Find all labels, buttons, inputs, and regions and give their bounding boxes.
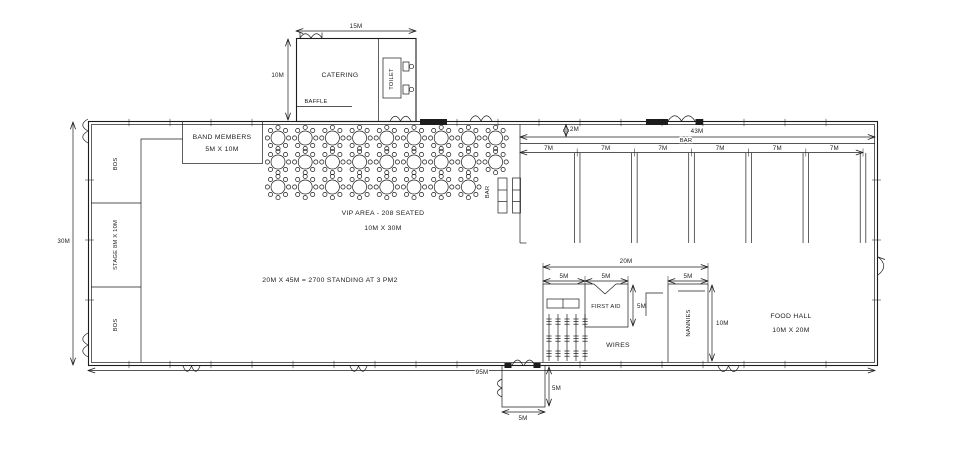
chair — [377, 192, 381, 196]
chair — [392, 143, 396, 147]
chair — [494, 149, 498, 153]
chair — [466, 196, 470, 200]
chair — [501, 128, 505, 132]
chair — [419, 128, 423, 132]
chair — [268, 167, 272, 171]
catering-label: CATERING — [321, 72, 359, 79]
chair — [404, 177, 408, 181]
vip-caption: VIP AREA - 208 SEATED — [341, 210, 425, 217]
entry-barrier — [646, 293, 663, 316]
chair — [459, 192, 463, 196]
chair — [504, 160, 508, 164]
catering-building — [297, 39, 417, 122]
vip-size: 10M X 30M — [364, 225, 402, 232]
chair — [419, 152, 423, 156]
chair — [439, 125, 443, 129]
chair — [377, 128, 381, 132]
hall-width-dim: 95M — [475, 369, 489, 376]
chair — [377, 167, 381, 171]
vip-table — [429, 125, 454, 150]
chair — [419, 177, 423, 181]
chair — [401, 136, 405, 140]
band-members-size: 5M X 10M — [205, 146, 239, 153]
chair — [429, 185, 433, 189]
vip-table — [265, 125, 290, 150]
chair — [477, 160, 481, 164]
chair — [401, 160, 405, 164]
chair — [377, 152, 381, 156]
chair — [447, 128, 451, 132]
bar-counter — [520, 125, 875, 244]
chair — [432, 143, 436, 147]
vip-table — [374, 149, 399, 174]
chair — [338, 152, 342, 156]
vip-table — [320, 149, 345, 174]
chair — [474, 177, 478, 181]
chair — [287, 160, 291, 164]
chair — [377, 177, 381, 181]
chair — [412, 149, 416, 153]
chair — [358, 196, 362, 200]
bar-segment-dim: 7M — [658, 145, 668, 152]
vip-table — [374, 125, 399, 150]
chair — [276, 149, 280, 153]
chair — [404, 143, 408, 147]
chair — [338, 167, 342, 171]
chair — [374, 185, 378, 189]
chair — [365, 128, 369, 132]
chair — [287, 185, 291, 189]
chair — [392, 128, 396, 132]
chair — [293, 160, 297, 164]
chair — [268, 143, 272, 147]
chair — [330, 196, 334, 200]
chair — [474, 152, 478, 156]
chair — [486, 152, 490, 156]
chair — [268, 152, 272, 156]
chair — [459, 177, 463, 181]
vip-table — [320, 174, 345, 199]
chair — [432, 177, 436, 181]
chair — [474, 143, 478, 147]
chair — [287, 136, 291, 140]
chair — [501, 143, 505, 147]
services-seg2-dim: 5M — [601, 273, 611, 280]
chair — [303, 125, 307, 129]
vip-table — [456, 149, 481, 174]
chair — [276, 196, 280, 200]
chair — [404, 167, 408, 171]
chair — [330, 149, 334, 153]
chair — [392, 177, 396, 181]
chair — [439, 149, 443, 153]
chair — [466, 149, 470, 153]
chair — [358, 149, 362, 153]
vip-table — [293, 149, 318, 174]
chair — [423, 136, 427, 140]
chair — [483, 160, 487, 164]
vip-bar-counter — [498, 178, 521, 213]
vip-table — [429, 174, 454, 199]
chair — [323, 192, 327, 196]
chair — [412, 196, 416, 200]
chair — [341, 160, 345, 164]
door-leaf-mark — [696, 119, 704, 125]
chair — [404, 192, 408, 196]
nannies-label: NANNIES — [686, 309, 692, 337]
chair — [504, 136, 508, 140]
chair — [494, 125, 498, 129]
band-members-room — [183, 122, 263, 164]
toilet-fixtures — [403, 62, 414, 94]
chair — [323, 167, 327, 171]
chair — [447, 152, 451, 156]
chair — [283, 143, 287, 147]
catering-top-door — [300, 33, 322, 39]
chair — [474, 192, 478, 196]
chair — [385, 125, 389, 129]
backstage-boundary — [141, 139, 183, 362]
chair — [311, 128, 315, 132]
vip-table — [293, 125, 318, 150]
chair — [347, 185, 351, 189]
chair — [456, 160, 460, 164]
chair — [392, 192, 396, 196]
chair — [347, 136, 351, 140]
bar-depth-dim: 2M — [570, 126, 579, 133]
chair — [350, 177, 354, 181]
vip-table — [401, 174, 426, 199]
chair — [268, 177, 272, 181]
chair — [365, 152, 369, 156]
chair — [314, 160, 318, 164]
chair — [311, 177, 315, 181]
vip-table — [293, 174, 318, 199]
doors — [83, 33, 885, 398]
chair — [395, 136, 399, 140]
chair — [419, 143, 423, 147]
chair — [311, 152, 315, 156]
chair — [477, 136, 481, 140]
nannies-height-dim: 10M — [716, 320, 729, 327]
bar-segment-dim: 7M — [544, 145, 554, 152]
chair — [459, 167, 463, 171]
services-seg1-dim: 5M — [559, 273, 569, 280]
vip-tables-group — [265, 125, 508, 199]
chair — [486, 167, 490, 171]
vip-table — [483, 149, 508, 174]
chair — [447, 167, 451, 171]
wall-joint-ticks — [85, 119, 881, 368]
vip-table — [483, 125, 508, 150]
door-leaf-mark — [534, 363, 541, 368]
chair — [296, 152, 300, 156]
food-hall-label: FOOD HALL — [770, 313, 812, 320]
chair — [385, 196, 389, 200]
chair — [423, 185, 427, 189]
chair — [265, 185, 269, 189]
chair — [338, 128, 342, 132]
chair — [293, 136, 297, 140]
top-wall-door-2 — [668, 116, 695, 121]
chair — [477, 185, 481, 189]
chair — [419, 167, 423, 171]
bar-segment-dim: 7M — [829, 145, 839, 152]
labels — [57, 23, 811, 422]
chair — [323, 177, 327, 181]
bar-segment-dim: 7M — [715, 145, 725, 152]
chair — [432, 152, 436, 156]
chair — [323, 128, 327, 132]
standing-capacity-note: 20M X 45M = 2700 STANDING AT 3 PM2 — [262, 277, 398, 284]
chair — [283, 152, 287, 156]
hall-walls — [89, 122, 878, 366]
chair — [459, 143, 463, 147]
wires-symbols — [546, 314, 587, 361]
chair — [314, 136, 318, 140]
services-area — [543, 284, 708, 362]
chair — [350, 128, 354, 132]
left-wall-door-bottom — [83, 333, 88, 357]
vip-bar-label: BAR — [485, 185, 491, 199]
vip-table — [347, 125, 372, 150]
chair — [466, 125, 470, 129]
chair — [395, 160, 399, 164]
chair — [350, 192, 354, 196]
chair — [459, 152, 463, 156]
vip-table — [347, 149, 372, 174]
chair — [486, 143, 490, 147]
chair — [303, 149, 307, 153]
chair — [265, 160, 269, 164]
chair — [494, 171, 498, 175]
vip-table — [347, 174, 372, 199]
stage-label: STAGE 8M X 10M — [113, 219, 119, 271]
chair — [268, 192, 272, 196]
band-members-label: BAND MEMBERS — [192, 134, 252, 141]
bos-bottom-label: BOS — [113, 318, 119, 332]
chair — [474, 128, 478, 132]
chair — [283, 177, 287, 181]
chair — [368, 136, 372, 140]
bar-segment-dim: 7M — [601, 145, 611, 152]
toilet-label: TOILET — [389, 68, 395, 90]
chair — [320, 136, 324, 140]
chair — [330, 125, 334, 129]
chair — [377, 143, 381, 147]
vip-table — [401, 125, 426, 150]
first-aid-height-dim: 5M — [637, 303, 646, 310]
chair — [459, 128, 463, 132]
chair — [265, 136, 269, 140]
chair — [283, 128, 287, 132]
chair — [456, 185, 460, 189]
chair — [320, 185, 324, 189]
chair — [296, 177, 300, 181]
chair — [423, 160, 427, 164]
bos-top-label: BOS — [113, 157, 119, 171]
chair — [432, 167, 436, 171]
chair — [447, 143, 451, 147]
catering-width-dim: 15M — [349, 23, 363, 30]
chair — [395, 185, 399, 189]
chair — [350, 143, 354, 147]
bar-serving-segments — [544, 145, 866, 243]
chair — [311, 192, 315, 196]
chair — [392, 167, 396, 171]
wires-label: WIRES — [606, 342, 630, 349]
catering-walls — [297, 39, 417, 122]
room-height-dim: 5M — [552, 385, 561, 392]
interior-partitions — [91, 122, 875, 408]
chair — [268, 128, 272, 132]
chair — [432, 192, 436, 196]
hall-height-dim: 30M — [57, 238, 70, 245]
chair — [429, 136, 433, 140]
hall-outer-wall — [89, 122, 878, 366]
chair — [338, 143, 342, 147]
chair — [432, 128, 436, 132]
first-aid-label: FIRST AID — [591, 304, 621, 310]
chair — [347, 160, 351, 164]
catering-height-dim: 10M — [271, 72, 284, 79]
top-wall-door-1 — [470, 116, 492, 121]
chair — [350, 152, 354, 156]
chair — [311, 167, 315, 171]
chair — [404, 152, 408, 156]
chair — [404, 128, 408, 132]
chair — [303, 196, 307, 200]
chair — [365, 143, 369, 147]
vip-table — [429, 149, 454, 174]
catering-hall-door — [390, 116, 411, 121]
chair — [483, 136, 487, 140]
vip-table — [401, 149, 426, 174]
chair — [486, 128, 490, 132]
chair — [320, 160, 324, 164]
dimension-lines — [73, 31, 875, 412]
chair — [365, 177, 369, 181]
door-leaf-mark — [420, 119, 447, 125]
chair — [447, 177, 451, 181]
chair — [501, 152, 505, 156]
chair — [385, 149, 389, 153]
chair — [456, 136, 460, 140]
chair — [276, 125, 280, 129]
chair — [323, 152, 327, 156]
chair — [368, 185, 372, 189]
chair — [450, 160, 454, 164]
left-wall-door-top — [83, 119, 88, 143]
door-leaf-mark — [646, 119, 668, 125]
services-width-dim: 20M — [619, 258, 633, 265]
chair — [296, 192, 300, 196]
chair — [341, 185, 345, 189]
chair — [283, 167, 287, 171]
right-wall-door — [878, 257, 885, 275]
small-room-left-door — [497, 379, 502, 397]
chair — [439, 196, 443, 200]
chair — [401, 185, 405, 189]
chair — [296, 167, 300, 171]
small-room — [502, 366, 545, 407]
door-leaf-mark — [505, 363, 512, 368]
vip-table — [265, 174, 290, 199]
chair — [374, 136, 378, 140]
chair — [501, 167, 505, 171]
baffle-label: BAFFLE — [304, 99, 328, 105]
chair — [419, 192, 423, 196]
vip-table — [456, 125, 481, 150]
food-hall-size: 10M X 20M — [772, 327, 810, 334]
chair — [293, 185, 297, 189]
chair — [447, 192, 451, 196]
chair — [412, 125, 416, 129]
vip-table — [374, 174, 399, 199]
chair — [341, 136, 345, 140]
chair — [374, 160, 378, 164]
room-width-dim: 5M — [518, 415, 528, 422]
chair — [368, 160, 372, 164]
vip-table — [265, 149, 290, 174]
hall-inner-wall — [92, 125, 875, 363]
chair — [365, 192, 369, 196]
chair — [450, 136, 454, 140]
chair — [314, 185, 318, 189]
chair — [283, 192, 287, 196]
vip-table — [320, 125, 345, 150]
chair — [429, 160, 433, 164]
vip-table — [456, 174, 481, 199]
bar-length-dim: 43M — [690, 128, 704, 135]
chair — [365, 167, 369, 171]
chair — [338, 177, 342, 181]
chair — [296, 143, 300, 147]
chair — [323, 143, 327, 147]
chair — [392, 152, 396, 156]
chair — [350, 167, 354, 171]
chair — [450, 185, 454, 189]
bar-segment-dim: 7M — [772, 145, 782, 152]
chair — [296, 128, 300, 132]
chair — [311, 143, 315, 147]
chair — [338, 192, 342, 196]
chair — [474, 167, 478, 171]
services-seg3-dim: 5M — [683, 273, 693, 280]
chair — [358, 125, 362, 129]
bar-label: BAR — [679, 138, 693, 144]
